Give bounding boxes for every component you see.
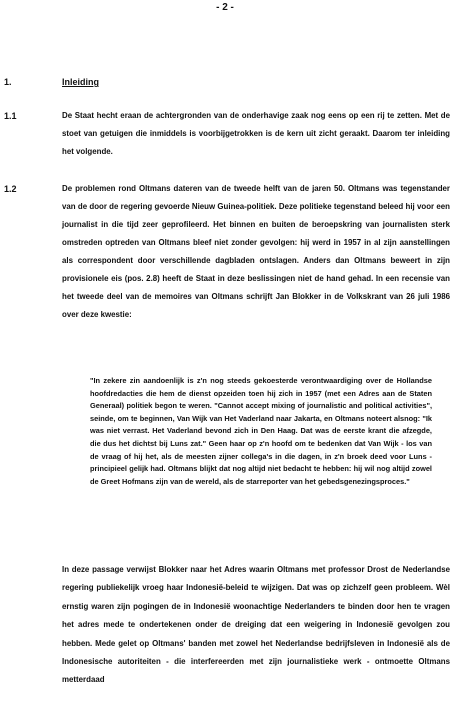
paragraph-number-1-2: 1.2: [4, 184, 17, 194]
page-number: - 2 -: [216, 2, 234, 13]
block-quote: "In zekere zin aandoenlijk is z'n nog steeds gekoesterde verontwaardiging over de Hollandse hoofdredacties die hem de dienst opzeiden toen hij zich in 1957 (met een Adres aan de Staten Generaal) politiek begon te weren. "Cannot accept mixing of journalistic and political activities", seinde, om te beginnen, Van Wijk van Het Vaderland naar Jakarta, en Oltmans noteert alsnog: "Ik was niet verrast. Het Vaderland bevond zich in Den Haag. Dat was de eerste krant die afzegde, die dus het dichtst bij Luns zat." Geen haar op z'n hoofd om te bedenken dat Van Wijk - los van de vraag of hij het, als de meesten zijner collega's in die dagen, in z'n broek deed voor Luns - principieel gelijk had. Oltmans blijkt dat nog altijd niet bedacht te hebben: hij wil nog altijd zowel de Greet Hofmans zijn van de wereld, als de starreporter van het gebedsgenezingsproces.": [90, 376, 432, 486]
paragraph-continuation: In deze passage verwijst Blokker naar het Adres waarin Oltmans met professor Drost de Nederlandse regering publiekelijk vroeg haar Indonesië-beleid te wijzigen. Dat was op zichzelf geen probleem. Wèl ernstig waren zijn pogingen de in Indonesië woonachtige Nederlanders te binden door hen te vragen het adres mede te ondertekenen onder de dreiging dat een weigering in Indonesië gevolgen zou hebben. Mede gelet op Oltmans' banden met zowel het Nederlandse bedrijfsleven in Indonesië als de Indonesische autoriteiten - die interfereerden met zijn journalistieke werk - ontmoette Oltmans metterdaad: [62, 565, 450, 685]
paragraph-1-1: De Staat hecht eraan de achtergronden van de onderhavige zaak nog eens op een rij te zetten. Met de stoet van getuigen die inmiddels is voorbijgetrokken is de kern uit zicht geraakt. Daarom ter inleiding het volgende.: [62, 111, 450, 156]
section-number: 1.: [4, 77, 12, 87]
section-title: Inleiding: [62, 77, 99, 87]
paragraph-number-1-1: 1.1: [4, 111, 17, 121]
paragraph-1-2: De problemen rond Oltmans dateren van de tweede helft van de jaren 50. Oltmans was tegenstander van de door de regering gevoerde Nieuw Guinea-politiek. Deze politieke tegenstand beleed hij voor een journalist in die tijd zeer geprofileerd. Het binnen en buiten de beroepskring van journalisten sterk omstreden optreden van Oltmans bleef niet zonder gevolgen: hij werd in 1957 in al zijn aanstellingen als correspondent door verschillende dagbladen ontslagen. Anders dan Oltmans beweert in zijn provisionele eis (pos. 2.8) heeft de Staat in deze beslissingen niet de hand gehad. In een recensie van het tweede deel van de memoires van Oltmans schrijft Jan Blokker in de Volkskrant van 26 juli 1986 over deze kwestie:: [62, 184, 450, 319]
